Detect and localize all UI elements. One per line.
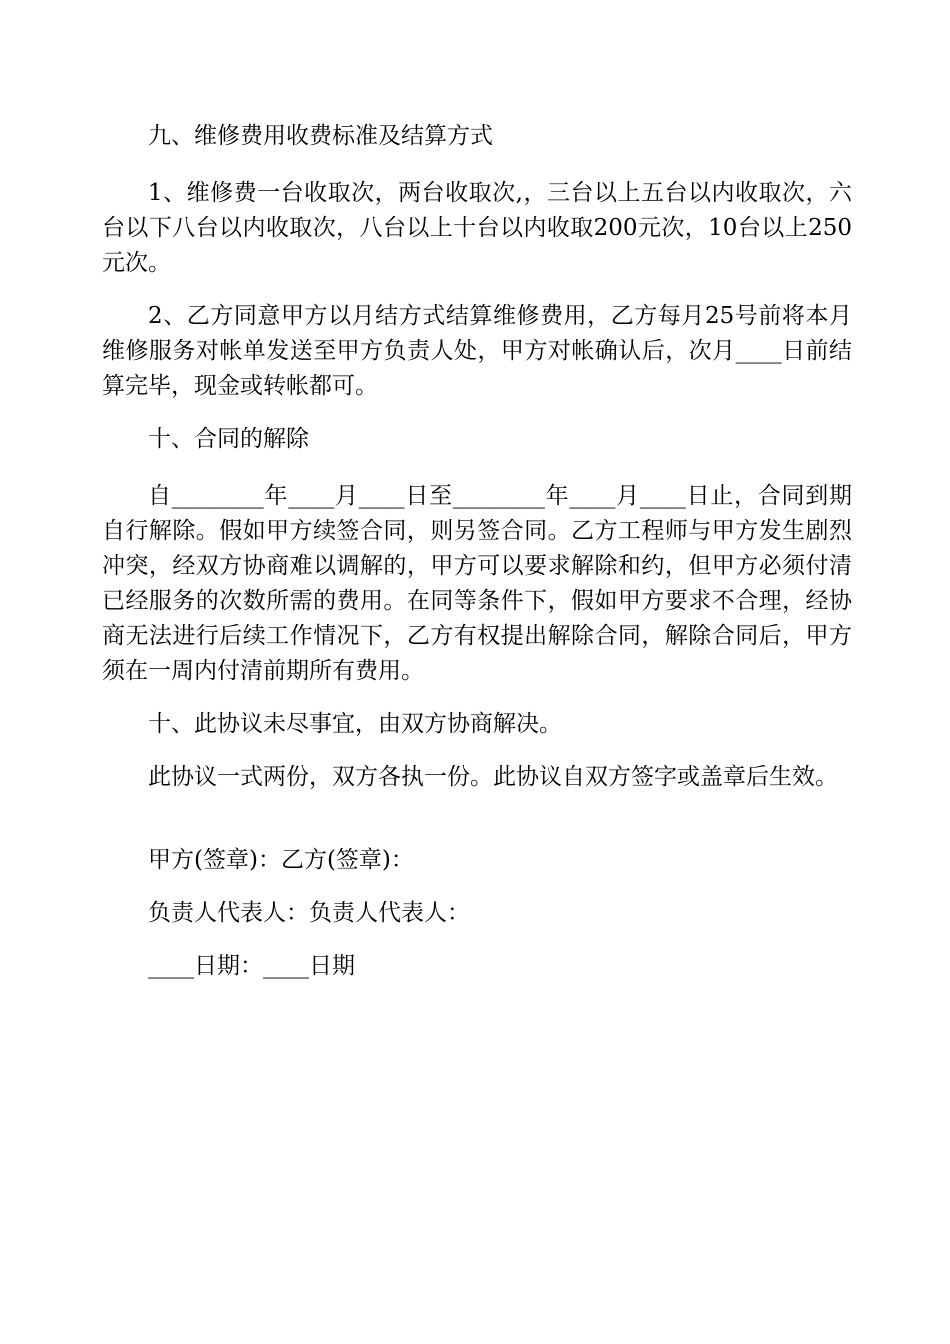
closing-statement: 此协议一式两份，双方各执一份。此协议自双方签字或盖章后生效。 bbox=[148, 764, 838, 790]
section-10-heading: 十、合同的解除 bbox=[148, 426, 309, 452]
section-9-heading: 九、维修费用收费标准及结算方式 bbox=[148, 123, 493, 149]
signature-dates: ____日期：____日期 bbox=[148, 953, 355, 979]
signature-representatives: 负责人代表人：负责人代表人： bbox=[148, 900, 470, 926]
section-10-body: 自________年____月____日至________年____月____日止，合同到期自行解除。假如甲方续签合同，则另签合同。乙方工程师与甲方发生剧烈冲突，经双方协商难以调解的，甲方可以要求解除和约，但甲方必须付清已经服务的次数所需的费用。在同等条件下，假如甲方要求不合理，经协商无法进行后续工作情况下，乙方有权提出解除合同，解除合同后，甲方须在一周内付清前期所有费用。 bbox=[102, 483, 852, 684]
section-9-item-1: 1、维修费一台收取次，两台收取次,，三台以上五台以内收取次，六台以下八台以内收取次，八台以上十台以内收取200元次，10台以上250元次。 bbox=[102, 180, 852, 276]
signature-parties: 甲方(签章)：乙方(签章)： bbox=[148, 847, 414, 873]
section-9-item-2: 2、乙方同意甲方以月结方式结算维修费用，乙方每月25号前将本月维修服务对帐单发送至甲方负责人处，甲方对帐确认后，次月____日前结算完毕，现金或转帐都可。 bbox=[102, 303, 852, 399]
section-10b-heading: 十、此协议未尽事宜，由双方协商解决。 bbox=[148, 711, 562, 737]
document-body bbox=[102, 119, 852, 984]
